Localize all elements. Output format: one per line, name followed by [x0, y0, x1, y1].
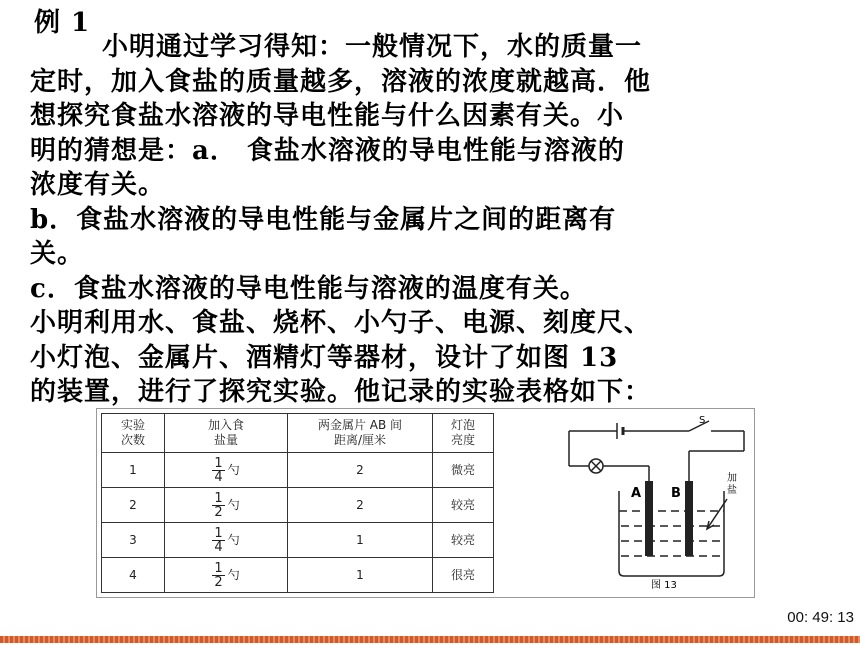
table-row: [102, 453, 494, 488]
text-line: 明的猜想是：a． 食盐水溶液的导电性能与溶液的: [30, 135, 625, 166]
switch-label: S: [699, 415, 706, 426]
experiment-figure: [96, 408, 755, 598]
text-line: 定时，加入食盐的质量越多，溶液的浓度就越高．他: [30, 66, 652, 97]
bottom-border: [0, 636, 860, 643]
cell-trial: 3: [102, 523, 165, 558]
cell-distance: 1: [288, 523, 433, 558]
header-brightness: 灯泡 亮度: [433, 414, 494, 453]
metal-plate-a: [645, 481, 653, 556]
text-line: 想探究食盐水溶液的导电性能与什么因素有关。小: [30, 101, 625, 131]
cell-brightness: 很亮: [433, 558, 494, 593]
table-row: [102, 558, 494, 593]
cell-trial: 4: [102, 558, 165, 593]
circuit-diagram: [549, 411, 749, 591]
plate-b-label: B: [671, 486, 681, 501]
table-row: [102, 523, 494, 558]
text-line: b．食盐水溶液的导电性能与金属片之间的距离有: [30, 204, 617, 235]
cell-salt: $\frac{1}{2}$ 勺: [165, 488, 288, 523]
problem-text: [30, 30, 835, 410]
cell-brightness: 较亮: [433, 523, 494, 558]
add-salt-label: 加: [727, 473, 737, 484]
text-line: 关。: [30, 239, 85, 269]
text-line: 小明利用水、食盐、烧杯、小勺子、电源、刻度尺、: [30, 308, 652, 338]
beaker-icon: [619, 491, 724, 576]
header-salt: 加入食 盐量: [165, 414, 288, 453]
text-line: 浓度有关。: [30, 170, 166, 200]
plate-a-label: A: [631, 486, 642, 501]
timer: 00: 49: 13: [787, 609, 854, 626]
table-header-row: [102, 414, 494, 453]
text-line: 小灯泡、金属片、酒精灯等器材，设计了如图 13: [30, 342, 619, 373]
example-heading: 例 1: [34, 8, 91, 38]
text-line: 的装置，进行了探究实验。他记录的实验表格如下：: [30, 377, 652, 407]
cell-brightness: 较亮: [433, 488, 494, 523]
cell-trial: 1: [102, 453, 165, 488]
cell-trial: 2: [102, 488, 165, 523]
cell-distance: 2: [288, 488, 433, 523]
cell-salt: $\frac{1}{4}$ 勺: [165, 523, 288, 558]
cell-distance: 2: [288, 453, 433, 488]
cell-distance: 1: [288, 558, 433, 593]
header-distance: 两金属片 AB 间 距离/厘米: [288, 414, 433, 453]
header-trial: 实验 次数: [102, 414, 165, 453]
circuit-svg: [549, 411, 749, 591]
cell-salt: $\frac{1}{4}$ 勺: [165, 453, 288, 488]
figure-caption: 图 13: [651, 580, 677, 591]
cell-brightness: 微亮: [433, 453, 494, 488]
add-salt-label: 盐: [727, 485, 737, 496]
text-line: 小明通过学习得知：一般情况下，水的质量一: [102, 32, 643, 62]
experiment-table: [101, 413, 494, 593]
text-line: c．食盐水溶液的导电性能与溶液的温度有关。: [30, 273, 587, 304]
metal-plate-b: [685, 481, 693, 556]
table-row: [102, 488, 494, 523]
cell-salt: $\frac{1}{2}$ 勺: [165, 558, 288, 593]
